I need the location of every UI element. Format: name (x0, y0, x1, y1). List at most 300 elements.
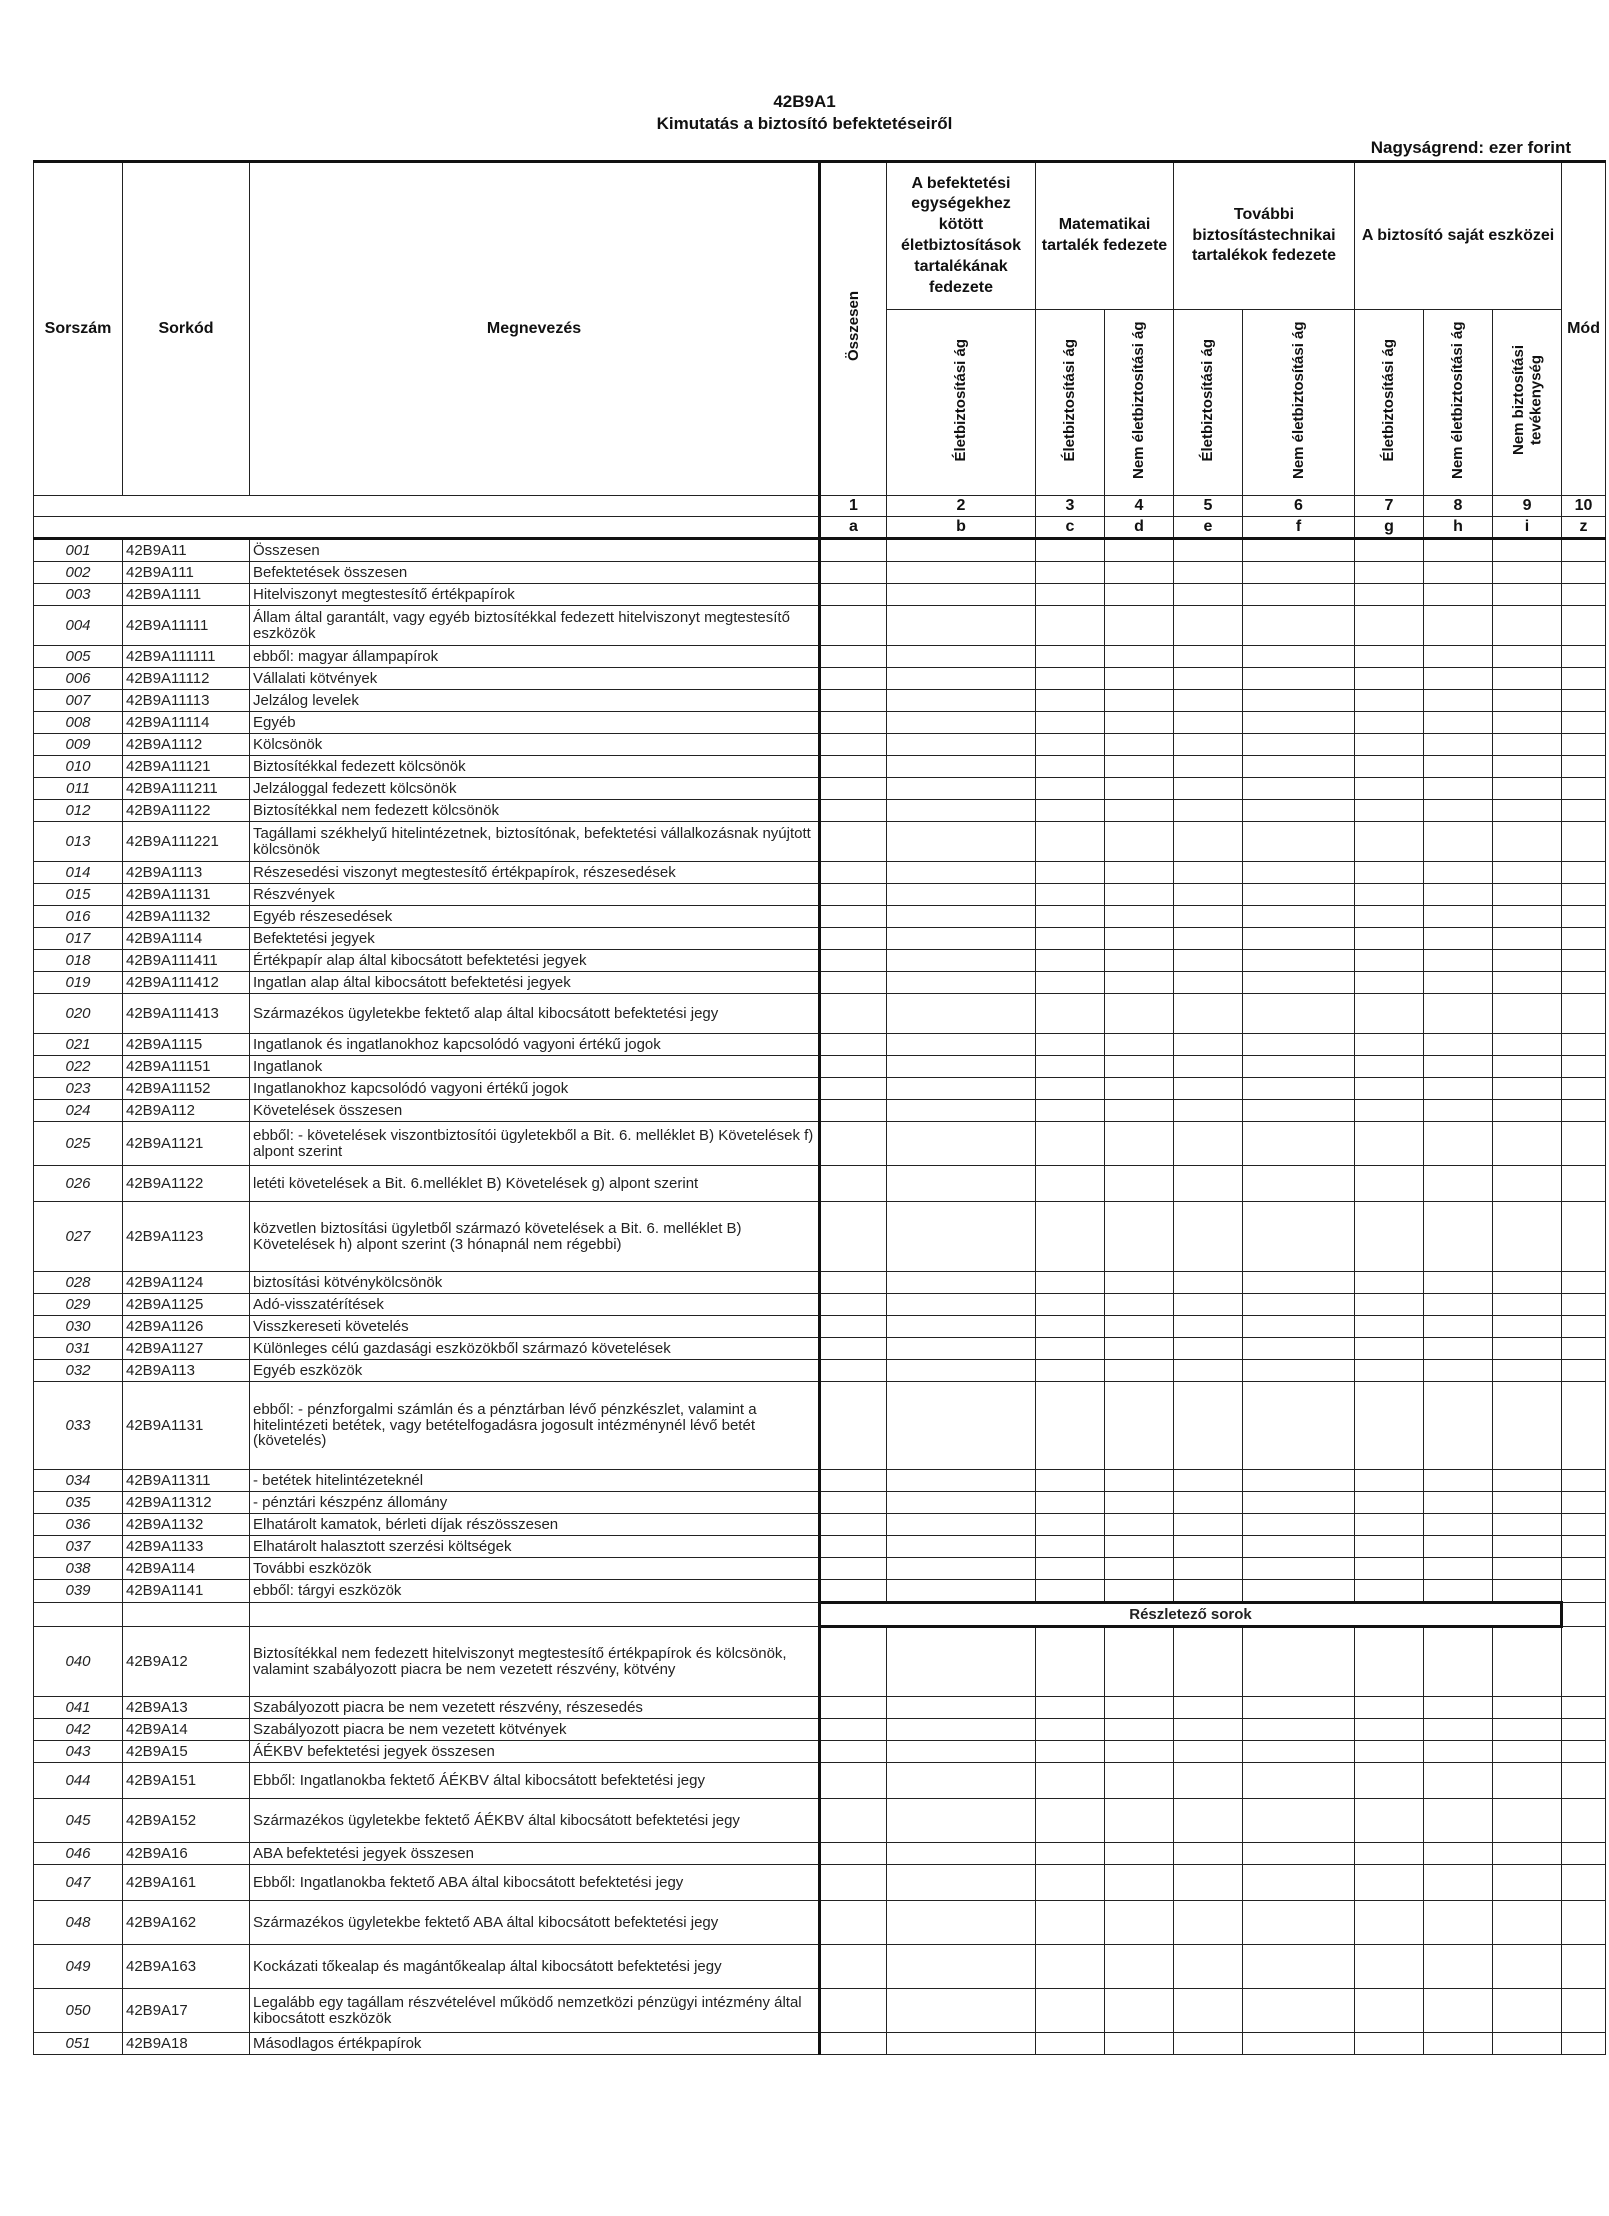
value-cell[interactable] (1424, 1514, 1493, 1536)
value-cell[interactable] (1036, 1078, 1105, 1100)
value-cell[interactable] (1243, 1294, 1355, 1316)
value-cell[interactable] (1036, 1741, 1105, 1763)
value-cell[interactable] (1105, 1056, 1174, 1078)
value-cell[interactable] (1355, 884, 1424, 906)
value-cell[interactable] (1105, 1901, 1174, 1945)
value-cell[interactable] (820, 862, 887, 884)
value-cell[interactable] (1562, 928, 1606, 950)
value-cell[interactable] (1562, 950, 1606, 972)
value-cell[interactable] (820, 972, 887, 994)
value-cell[interactable] (1493, 862, 1562, 884)
value-cell[interactable] (1493, 1697, 1562, 1719)
value-cell[interactable] (1174, 539, 1243, 562)
value-cell[interactable] (1174, 1843, 1243, 1865)
value-cell[interactable] (1243, 1034, 1355, 1056)
value-cell[interactable] (1105, 1719, 1174, 1741)
value-cell[interactable] (1036, 1536, 1105, 1558)
value-cell[interactable] (1243, 972, 1355, 994)
value-cell[interactable] (1243, 1865, 1355, 1901)
value-cell[interactable] (820, 778, 887, 800)
value-cell[interactable] (887, 778, 1036, 800)
value-cell[interactable] (1493, 1763, 1562, 1799)
value-cell[interactable] (1036, 778, 1105, 800)
value-cell[interactable] (1105, 1514, 1174, 1536)
value-cell[interactable] (1243, 1360, 1355, 1382)
value-cell[interactable] (1243, 668, 1355, 690)
value-cell[interactable] (1424, 539, 1493, 562)
value-cell[interactable] (887, 606, 1036, 646)
value-cell[interactable] (1355, 646, 1424, 668)
value-cell[interactable] (820, 884, 887, 906)
value-cell[interactable] (1493, 1865, 1562, 1901)
value-cell[interactable] (887, 928, 1036, 950)
value-cell[interactable] (1105, 734, 1174, 756)
value-cell[interactable] (1424, 646, 1493, 668)
value-cell[interactable] (1174, 1580, 1243, 1603)
value-cell[interactable] (1493, 1536, 1562, 1558)
value-cell[interactable] (1174, 1272, 1243, 1294)
value-cell[interactable] (887, 1316, 1036, 1338)
value-cell[interactable] (1424, 1843, 1493, 1865)
value-cell[interactable] (1562, 668, 1606, 690)
value-cell[interactable] (1493, 2033, 1562, 2055)
value-cell[interactable] (1105, 1202, 1174, 1272)
value-cell[interactable] (1243, 1078, 1355, 1100)
value-cell[interactable] (1562, 1536, 1606, 1558)
value-cell[interactable] (820, 1514, 887, 1536)
value-cell[interactable] (1493, 994, 1562, 1034)
value-cell[interactable] (1243, 1536, 1355, 1558)
value-cell[interactable] (820, 1580, 887, 1603)
value-cell[interactable] (1105, 972, 1174, 994)
value-cell[interactable] (1105, 950, 1174, 972)
value-cell[interactable] (1243, 606, 1355, 646)
value-cell[interactable] (1355, 1202, 1424, 1272)
value-cell[interactable] (1243, 1741, 1355, 1763)
value-cell[interactable] (1174, 584, 1243, 606)
value-cell[interactable] (1355, 1901, 1424, 1945)
value-cell[interactable] (1355, 1122, 1424, 1166)
value-cell[interactable] (1174, 2033, 1243, 2055)
value-cell[interactable] (1493, 800, 1562, 822)
value-cell[interactable] (820, 1843, 887, 1865)
value-cell[interactable] (1174, 1360, 1243, 1382)
value-cell[interactable] (1562, 778, 1606, 800)
value-cell[interactable] (1105, 1078, 1174, 1100)
value-cell[interactable] (1105, 928, 1174, 950)
value-cell[interactable] (1174, 1901, 1243, 1945)
value-cell[interactable] (1355, 1741, 1424, 1763)
value-cell[interactable] (1243, 1122, 1355, 1166)
value-cell[interactable] (1174, 1945, 1243, 1989)
value-cell[interactable] (1424, 606, 1493, 646)
value-cell[interactable] (1355, 1382, 1424, 1470)
value-cell[interactable] (820, 1122, 887, 1166)
value-cell[interactable] (1424, 1697, 1493, 1719)
value-cell[interactable] (1036, 1799, 1105, 1843)
value-cell[interactable] (1355, 539, 1424, 562)
value-cell[interactable] (1493, 822, 1562, 862)
value-cell[interactable] (1562, 1166, 1606, 1202)
value-cell[interactable] (1105, 1763, 1174, 1799)
value-cell[interactable] (887, 1078, 1036, 1100)
value-cell[interactable] (1036, 1763, 1105, 1799)
value-cell[interactable] (820, 1338, 887, 1360)
value-cell[interactable] (1493, 1338, 1562, 1360)
value-cell[interactable] (1036, 562, 1105, 584)
value-cell[interactable] (1174, 1294, 1243, 1316)
value-cell[interactable] (1105, 906, 1174, 928)
value-cell[interactable] (820, 1078, 887, 1100)
value-cell[interactable] (1105, 668, 1174, 690)
value-cell[interactable] (1243, 822, 1355, 862)
value-cell[interactable] (1355, 1799, 1424, 1843)
value-cell[interactable] (1105, 1580, 1174, 1603)
value-cell[interactable] (1424, 1536, 1493, 1558)
value-cell[interactable] (1562, 1056, 1606, 1078)
value-cell[interactable] (1424, 778, 1493, 800)
value-cell[interactable] (1174, 778, 1243, 800)
value-cell[interactable] (1036, 539, 1105, 562)
value-cell[interactable] (1243, 994, 1355, 1034)
value-cell[interactable] (1036, 1034, 1105, 1056)
value-cell[interactable] (887, 1719, 1036, 1741)
value-cell[interactable] (1424, 1100, 1493, 1122)
value-cell[interactable] (820, 539, 887, 562)
value-cell[interactable] (1243, 1316, 1355, 1338)
value-cell[interactable] (1355, 1763, 1424, 1799)
value-cell[interactable] (887, 1166, 1036, 1202)
value-cell[interactable] (1424, 1056, 1493, 1078)
value-cell[interactable] (1562, 1719, 1606, 1741)
value-cell[interactable] (1355, 668, 1424, 690)
value-cell[interactable] (1355, 734, 1424, 756)
value-cell[interactable] (1355, 756, 1424, 778)
value-cell[interactable] (1243, 1989, 1355, 2033)
value-cell[interactable] (1036, 756, 1105, 778)
value-cell[interactable] (1174, 606, 1243, 646)
value-cell[interactable] (1036, 1580, 1105, 1603)
value-cell[interactable] (1243, 2033, 1355, 2055)
value-cell[interactable] (1243, 1763, 1355, 1799)
value-cell[interactable] (1105, 1697, 1174, 1719)
value-cell[interactable] (1105, 1492, 1174, 1514)
value-cell[interactable] (1355, 1989, 1424, 2033)
value-cell[interactable] (1562, 584, 1606, 606)
value-cell[interactable] (1243, 778, 1355, 800)
value-cell[interactable] (1493, 606, 1562, 646)
value-cell[interactable] (1355, 1272, 1424, 1294)
value-cell[interactable] (1174, 1382, 1243, 1470)
value-cell[interactable] (1424, 712, 1493, 734)
value-cell[interactable] (1424, 1338, 1493, 1360)
value-cell[interactable] (1105, 646, 1174, 668)
value-cell[interactable] (1355, 2033, 1424, 2055)
value-cell[interactable] (1105, 800, 1174, 822)
value-cell[interactable] (1424, 800, 1493, 822)
value-cell[interactable] (887, 1627, 1036, 1697)
value-cell[interactable] (1243, 1514, 1355, 1536)
value-cell[interactable] (1562, 972, 1606, 994)
value-cell[interactable] (1493, 1382, 1562, 1470)
value-cell[interactable] (1105, 1536, 1174, 1558)
value-cell[interactable] (1243, 584, 1355, 606)
value-cell[interactable] (1036, 734, 1105, 756)
value-cell[interactable] (1036, 1901, 1105, 1945)
value-cell[interactable] (1562, 1901, 1606, 1945)
value-cell[interactable] (1493, 756, 1562, 778)
value-cell[interactable] (820, 906, 887, 928)
value-cell[interactable] (1355, 1536, 1424, 1558)
value-cell[interactable] (1243, 1492, 1355, 1514)
value-cell[interactable] (1424, 1078, 1493, 1100)
value-cell[interactable] (1036, 1294, 1105, 1316)
value-cell[interactable] (887, 1122, 1036, 1166)
value-cell[interactable] (1243, 884, 1355, 906)
value-cell[interactable] (1562, 1843, 1606, 1865)
value-cell[interactable] (1036, 1338, 1105, 1360)
value-cell[interactable] (1174, 906, 1243, 928)
value-cell[interactable] (1493, 1741, 1562, 1763)
value-cell[interactable] (1493, 906, 1562, 928)
value-cell[interactable] (1562, 1122, 1606, 1166)
value-cell[interactable] (1105, 1470, 1174, 1492)
value-cell[interactable] (1493, 1294, 1562, 1316)
value-cell[interactable] (1036, 950, 1105, 972)
value-cell[interactable] (1355, 950, 1424, 972)
value-cell[interactable] (1105, 1166, 1174, 1202)
value-cell[interactable] (1355, 800, 1424, 822)
value-cell[interactable] (1174, 822, 1243, 862)
value-cell[interactable] (1036, 646, 1105, 668)
value-cell[interactable] (820, 950, 887, 972)
value-cell[interactable] (1243, 1382, 1355, 1470)
value-cell[interactable] (1562, 1580, 1606, 1603)
value-cell[interactable] (1243, 950, 1355, 972)
value-cell[interactable] (1243, 1901, 1355, 1945)
value-cell[interactable] (1355, 1580, 1424, 1603)
value-cell[interactable] (1355, 906, 1424, 928)
value-cell[interactable] (1355, 584, 1424, 606)
value-cell[interactable] (820, 1294, 887, 1316)
value-cell[interactable] (820, 1741, 887, 1763)
value-cell[interactable] (820, 800, 887, 822)
value-cell[interactable] (820, 1989, 887, 2033)
value-cell[interactable] (1243, 928, 1355, 950)
value-cell[interactable] (1105, 1799, 1174, 1843)
value-cell[interactable] (1493, 668, 1562, 690)
value-cell[interactable] (1036, 1492, 1105, 1514)
value-cell[interactable] (887, 646, 1036, 668)
value-cell[interactable] (1424, 1202, 1493, 1272)
value-cell[interactable] (1243, 1166, 1355, 1202)
value-cell[interactable] (1424, 1865, 1493, 1901)
value-cell[interactable] (1493, 1360, 1562, 1382)
value-cell[interactable] (820, 928, 887, 950)
value-cell[interactable] (1105, 1100, 1174, 1122)
value-cell[interactable] (1243, 1056, 1355, 1078)
value-cell[interactable] (887, 756, 1036, 778)
value-cell[interactable] (1174, 1799, 1243, 1843)
value-cell[interactable] (1424, 668, 1493, 690)
value-cell[interactable] (1036, 1316, 1105, 1338)
value-cell[interactable] (1243, 1100, 1355, 1122)
value-cell[interactable] (1424, 584, 1493, 606)
value-cell[interactable] (1105, 1843, 1174, 1865)
value-cell[interactable] (1174, 1536, 1243, 1558)
value-cell[interactable] (1036, 1865, 1105, 1901)
value-cell[interactable] (1424, 1166, 1493, 1202)
value-cell[interactable] (1424, 1122, 1493, 1166)
value-cell[interactable] (1355, 862, 1424, 884)
value-cell[interactable] (887, 1382, 1036, 1470)
value-cell[interactable] (1036, 906, 1105, 928)
value-cell[interactable] (887, 1056, 1036, 1078)
value-cell[interactable] (1243, 1799, 1355, 1843)
value-cell[interactable] (887, 862, 1036, 884)
value-cell[interactable] (1493, 690, 1562, 712)
value-cell[interactable] (1424, 1360, 1493, 1382)
value-cell[interactable] (1036, 862, 1105, 884)
value-cell[interactable] (1036, 1202, 1105, 1272)
value-cell[interactable] (1562, 1202, 1606, 1272)
value-cell[interactable] (1243, 800, 1355, 822)
value-cell[interactable] (1036, 1558, 1105, 1580)
value-cell[interactable] (820, 2033, 887, 2055)
value-cell[interactable] (887, 1338, 1036, 1360)
value-cell[interactable] (820, 1100, 887, 1122)
value-cell[interactable] (1424, 690, 1493, 712)
value-cell[interactable] (1493, 1719, 1562, 1741)
value-cell[interactable] (1174, 712, 1243, 734)
value-cell[interactable] (1355, 822, 1424, 862)
value-cell[interactable] (887, 1865, 1036, 1901)
value-cell[interactable] (1036, 1122, 1105, 1166)
value-cell[interactable] (1243, 1558, 1355, 1580)
value-cell[interactable] (1174, 1865, 1243, 1901)
value-cell[interactable] (1105, 778, 1174, 800)
value-cell[interactable] (1562, 1078, 1606, 1100)
value-cell[interactable] (1105, 1360, 1174, 1382)
value-cell[interactable] (1105, 1294, 1174, 1316)
value-cell[interactable] (887, 668, 1036, 690)
value-cell[interactable] (887, 1763, 1036, 1799)
value-cell[interactable] (820, 1166, 887, 1202)
value-cell[interactable] (1355, 1492, 1424, 1514)
value-cell[interactable] (1174, 1078, 1243, 1100)
value-cell[interactable] (887, 1580, 1036, 1603)
value-cell[interactable] (1243, 1945, 1355, 1989)
value-cell[interactable] (820, 1202, 887, 1272)
value-cell[interactable] (1493, 1514, 1562, 1536)
value-cell[interactable] (1036, 1382, 1105, 1470)
value-cell[interactable] (1493, 884, 1562, 906)
value-cell[interactable] (820, 668, 887, 690)
value-cell[interactable] (1493, 1558, 1562, 1580)
value-cell[interactable] (1174, 1989, 1243, 2033)
value-cell[interactable] (1493, 1122, 1562, 1166)
value-cell[interactable] (1562, 1763, 1606, 1799)
value-cell[interactable] (1562, 2033, 1606, 2055)
value-cell[interactable] (1493, 1470, 1562, 1492)
value-cell[interactable] (1105, 1558, 1174, 1580)
value-cell[interactable] (1036, 1627, 1105, 1697)
value-cell[interactable] (820, 822, 887, 862)
value-cell[interactable] (1174, 1697, 1243, 1719)
value-cell[interactable] (1424, 1945, 1493, 1989)
value-cell[interactable] (1174, 1122, 1243, 1166)
value-cell[interactable] (820, 756, 887, 778)
value-cell[interactable] (1424, 994, 1493, 1034)
value-cell[interactable] (820, 1945, 887, 1989)
value-cell[interactable] (1493, 1034, 1562, 1056)
value-cell[interactable] (1493, 972, 1562, 994)
value-cell[interactable] (1493, 1989, 1562, 2033)
value-cell[interactable] (1036, 1100, 1105, 1122)
value-cell[interactable] (1243, 906, 1355, 928)
value-cell[interactable] (1105, 584, 1174, 606)
value-cell[interactable] (887, 1799, 1036, 1843)
value-cell[interactable] (1243, 1627, 1355, 1697)
value-cell[interactable] (1562, 906, 1606, 928)
value-cell[interactable] (1174, 1056, 1243, 1078)
value-cell[interactable] (1355, 1078, 1424, 1100)
value-cell[interactable] (1562, 1492, 1606, 1514)
value-cell[interactable] (1036, 1945, 1105, 1989)
value-cell[interactable] (820, 1034, 887, 1056)
value-cell[interactable] (1562, 1741, 1606, 1763)
value-cell[interactable] (1036, 668, 1105, 690)
value-cell[interactable] (887, 972, 1036, 994)
value-cell[interactable] (1105, 539, 1174, 562)
value-cell[interactable] (1036, 822, 1105, 862)
value-cell[interactable] (887, 2033, 1036, 2055)
value-cell[interactable] (1493, 1202, 1562, 1272)
value-cell[interactable] (1036, 606, 1105, 646)
value-cell[interactable] (1105, 1272, 1174, 1294)
value-cell[interactable] (887, 1202, 1036, 1272)
value-cell[interactable] (1174, 1338, 1243, 1360)
value-cell[interactable] (1493, 734, 1562, 756)
value-cell[interactable] (1105, 1945, 1174, 1989)
value-cell[interactable] (820, 606, 887, 646)
value-cell[interactable] (1036, 1989, 1105, 2033)
value-cell[interactable] (1174, 1470, 1243, 1492)
value-cell[interactable] (887, 1536, 1036, 1558)
value-cell[interactable] (1493, 1627, 1562, 1697)
value-cell[interactable] (820, 1382, 887, 1470)
value-cell[interactable] (1562, 1100, 1606, 1122)
value-cell[interactable] (887, 1945, 1036, 1989)
value-cell[interactable] (1424, 1382, 1493, 1470)
value-cell[interactable] (887, 800, 1036, 822)
value-cell[interactable] (820, 1536, 887, 1558)
value-cell[interactable] (1355, 712, 1424, 734)
value-cell[interactable] (1174, 1316, 1243, 1338)
value-cell[interactable] (1493, 1901, 1562, 1945)
value-cell[interactable] (820, 712, 887, 734)
value-cell[interactable] (1493, 712, 1562, 734)
value-cell[interactable] (1355, 928, 1424, 950)
value-cell[interactable] (887, 1989, 1036, 2033)
value-cell[interactable] (1036, 1514, 1105, 1536)
value-cell[interactable] (820, 1470, 887, 1492)
value-cell[interactable] (1174, 862, 1243, 884)
value-cell[interactable] (1174, 1627, 1243, 1697)
value-cell[interactable] (1424, 1470, 1493, 1492)
value-cell[interactable] (820, 1763, 887, 1799)
value-cell[interactable] (1174, 928, 1243, 950)
